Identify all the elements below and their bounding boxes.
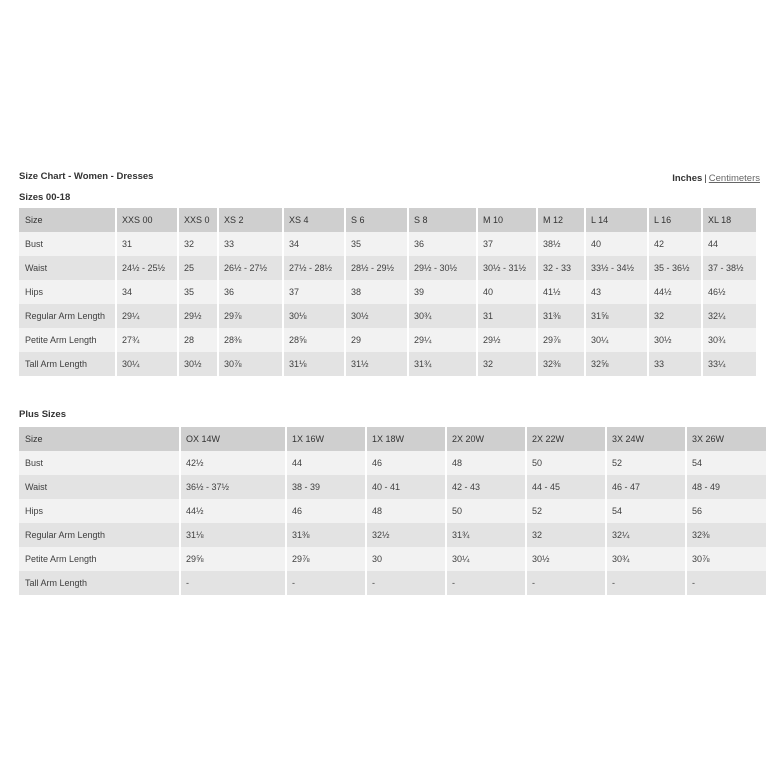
table-row (19, 352, 756, 376)
table-cell: 34 (284, 232, 344, 256)
table-cell: 32⅝ (586, 352, 647, 376)
regular-size-table (17, 208, 758, 376)
row-label: Tall Arm Length (19, 571, 179, 595)
table-cell: 30¼ (586, 328, 647, 352)
table-cell: 42 - 43 (447, 475, 525, 499)
column-header: 1X 16W (287, 427, 365, 451)
table-cell: 40 (586, 232, 647, 256)
table-cell: 28⅝ (284, 328, 344, 352)
table-cell: 24½ - 25½ (117, 256, 177, 280)
table-cell: 29½ (478, 328, 536, 352)
table-cell: 38 - 39 (287, 475, 365, 499)
table-cell: 31¾ (409, 352, 476, 376)
column-header: 2X 22W (527, 427, 605, 451)
table-cell: 48 (447, 451, 525, 475)
column-header: M 10 (478, 208, 536, 232)
table-cell: 43 (586, 280, 647, 304)
column-header: XS 2 (219, 208, 282, 232)
table-cell: 32⅜ (687, 523, 766, 547)
table-row (19, 523, 766, 547)
column-header: L 14 (586, 208, 647, 232)
table-row (19, 499, 766, 523)
table-cell: 29¼ (117, 304, 177, 328)
column-header: L 16 (649, 208, 701, 232)
table-cell: 28½ - 29½ (346, 256, 407, 280)
table-header-row (19, 208, 756, 232)
table-cell: 31⅛ (181, 523, 285, 547)
column-header: XL 18 (703, 208, 756, 232)
row-label: Hips (19, 499, 179, 523)
table-header-row (19, 427, 766, 451)
column-header: S 6 (346, 208, 407, 232)
table-cell: 48 - 49 (687, 475, 766, 499)
row-label: Waist (19, 256, 115, 280)
table-cell: 46 (367, 451, 445, 475)
table-cell: 32½ (367, 523, 445, 547)
table-cell: 36 (409, 232, 476, 256)
table-cell: 29½ - 30½ (409, 256, 476, 280)
table-cell: 35 (179, 280, 217, 304)
table-row (19, 547, 766, 571)
table-cell: 44½ (649, 280, 701, 304)
table-cell: 31⅝ (586, 304, 647, 328)
table-cell: 41½ (538, 280, 584, 304)
table-cell: 33 (649, 352, 701, 376)
table-cell: 39 (409, 280, 476, 304)
column-header: XXS 0 (179, 208, 217, 232)
table-cell: 30½ (649, 328, 701, 352)
table-cell: 31 (117, 232, 177, 256)
table-cell: 52 (527, 499, 605, 523)
table-cell: 40 (478, 280, 536, 304)
table-cell: 36 (219, 280, 282, 304)
table-cell: 30⅞ (219, 352, 282, 376)
table-cell: 33 (219, 232, 282, 256)
table-cell: 44 (287, 451, 365, 475)
table-cell: 27½ - 28½ (284, 256, 344, 280)
table-cell: 50 (447, 499, 525, 523)
table-cell: 29½ (179, 304, 217, 328)
table-cell: - (287, 571, 365, 595)
table-cell: 44 (703, 232, 756, 256)
page-title: Size Chart - Women - Dresses (19, 171, 154, 182)
row-label: Bust (19, 451, 179, 475)
row-label: Hips (19, 280, 115, 304)
column-header: 3X 24W (607, 427, 685, 451)
table-cell: 44 - 45 (527, 475, 605, 499)
column-header: XXS 00 (117, 208, 177, 232)
column-header: 2X 20W (447, 427, 525, 451)
table-cell: 37 (284, 280, 344, 304)
table-cell: 33½ - 34½ (586, 256, 647, 280)
table-cell: 31 (478, 304, 536, 328)
table-cell: 32 (527, 523, 605, 547)
table-cell: 38 (346, 280, 407, 304)
unit-centimeters-link[interactable]: Centimeters (708, 173, 760, 184)
unit-switcher (672, 173, 760, 184)
table-cell: - (367, 571, 445, 595)
table-cell: 42½ (181, 451, 285, 475)
table-cell: 32 (649, 304, 701, 328)
table-cell: 29¼ (409, 328, 476, 352)
table-cell: 54 (607, 499, 685, 523)
table-cell: 32¼ (607, 523, 685, 547)
table-cell: 32⅜ (538, 352, 584, 376)
table-cell: 31½ (346, 352, 407, 376)
row-label: Regular Arm Length (19, 523, 179, 547)
table-cell: 42 (649, 232, 701, 256)
table-cell: 44½ (181, 499, 285, 523)
row-label: Petite Arm Length (19, 328, 115, 352)
table-cell: 30¾ (703, 328, 756, 352)
column-header: 3X 26W (687, 427, 766, 451)
table-cell: 48 (367, 499, 445, 523)
column-header: XS 4 (284, 208, 344, 232)
table-cell: 30¾ (607, 547, 685, 571)
table-cell: 32 (478, 352, 536, 376)
table-cell: 46 (287, 499, 365, 523)
unit-separator: | (704, 173, 707, 184)
row-label: Tall Arm Length (19, 352, 115, 376)
table-cell: 28⅜ (219, 328, 282, 352)
table-cell: 29 (346, 328, 407, 352)
table-cell: 30 (367, 547, 445, 571)
row-label: Petite Arm Length (19, 547, 179, 571)
table-cell: 52 (607, 451, 685, 475)
table-cell: 30½ (346, 304, 407, 328)
table-cell: 29⅞ (538, 328, 584, 352)
table-cell: 31⅜ (538, 304, 584, 328)
table-cell: 29⅞ (287, 547, 365, 571)
table-row (19, 451, 766, 475)
table-cell: 30½ (527, 547, 605, 571)
row-label: Regular Arm Length (19, 304, 115, 328)
plus-sizes-title: Plus Sizes (19, 409, 66, 420)
table-cell: 32¼ (703, 304, 756, 328)
column-header: M 12 (538, 208, 584, 232)
table-cell: 28 (179, 328, 217, 352)
table-row (19, 280, 756, 304)
table-row (19, 232, 756, 256)
table-cell: 46 - 47 (607, 475, 685, 499)
column-header: Size (19, 427, 179, 451)
table-cell: 35 (346, 232, 407, 256)
table-cell: 32 - 33 (538, 256, 584, 280)
table-cell: - (687, 571, 766, 595)
table-cell: 38½ (538, 232, 584, 256)
table-cell: 40 - 41 (367, 475, 445, 499)
table-cell: - (527, 571, 605, 595)
table-cell: 50 (527, 451, 605, 475)
column-header: S 8 (409, 208, 476, 232)
table-cell: 29⅝ (181, 547, 285, 571)
regular-sizes-title: Sizes 00-18 (19, 192, 71, 203)
table-cell: 56 (687, 499, 766, 523)
table-cell: 30¾ (409, 304, 476, 328)
table-cell: 37 - 38½ (703, 256, 756, 280)
table-cell: 30¼ (447, 547, 525, 571)
table-row (19, 571, 766, 595)
table-cell: 25 (179, 256, 217, 280)
column-header: Size (19, 208, 115, 232)
table-cell: 35 - 36½ (649, 256, 701, 280)
table-cell: 34 (117, 280, 177, 304)
table-cell: 30⅞ (687, 547, 766, 571)
table-cell: 46½ (703, 280, 756, 304)
row-label: Bust (19, 232, 115, 256)
table-cell: - (607, 571, 685, 595)
table-cell: 33¼ (703, 352, 756, 376)
table-cell: 54 (687, 451, 766, 475)
table-row (19, 475, 766, 499)
table-cell: 30⅛ (284, 304, 344, 328)
table-row (19, 256, 756, 280)
table-cell: 36½ - 37½ (181, 475, 285, 499)
row-label: Waist (19, 475, 179, 499)
unit-inches[interactable]: Inches (672, 173, 703, 184)
table-cell: 27¾ (117, 328, 177, 352)
table-cell: 31⅜ (287, 523, 365, 547)
table-cell: 29⅞ (219, 304, 282, 328)
table-cell: 31¾ (447, 523, 525, 547)
table-row (19, 304, 756, 328)
table-cell: - (447, 571, 525, 595)
table-cell: 32 (179, 232, 217, 256)
table-cell: 30¼ (117, 352, 177, 376)
table-cell: 37 (478, 232, 536, 256)
table-cell: - (181, 571, 285, 595)
column-header: OX 14W (181, 427, 285, 451)
plus-size-table (17, 427, 768, 595)
table-cell: 30½ (179, 352, 217, 376)
table-cell: 30½ - 31½ (478, 256, 536, 280)
table-row (19, 328, 756, 352)
table-cell: 26½ - 27½ (219, 256, 282, 280)
column-header: 1X 18W (367, 427, 445, 451)
table-cell: 31⅛ (284, 352, 344, 376)
